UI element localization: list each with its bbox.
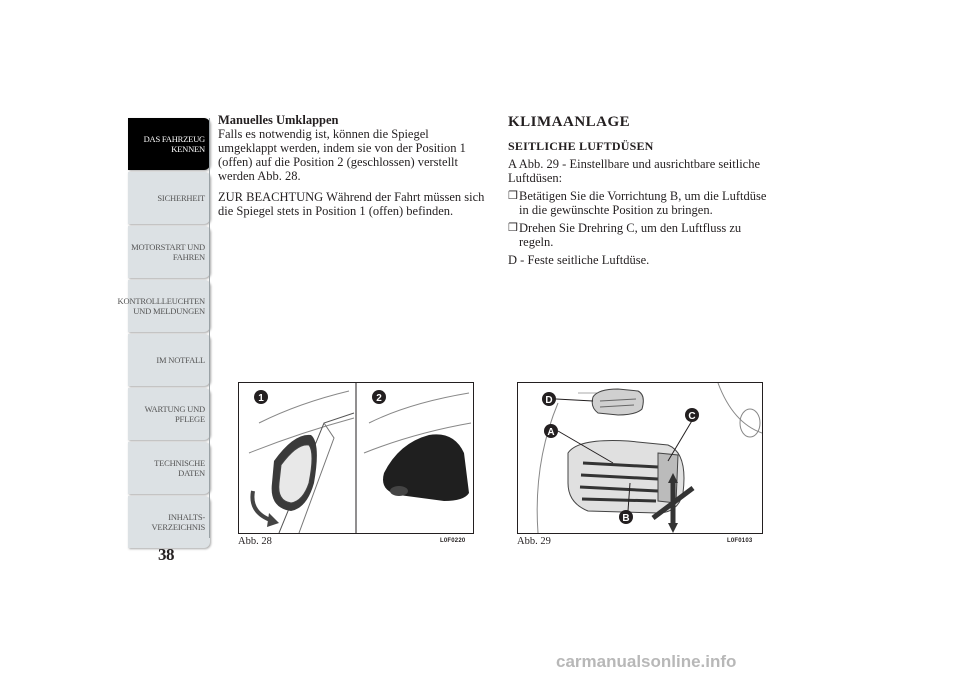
tab-kontrollleuchten[interactable] <box>117 280 210 332</box>
section-title: KLIMAANLAGE <box>508 114 631 130</box>
section-heading: Manuelles Umklappen <box>218 113 339 127</box>
paragraph-note: ZUR BEACHTUNG Während der Fahrt müssen sich die Spiegel stets in Position 1 (offen) befinden. <box>218 190 485 218</box>
list-item-text: Drehen Sie Drehring C, um den Luftfluss zu regeln. <box>519 221 742 249</box>
list-item <box>508 189 770 217</box>
checkbox-bullet-icon: ❒ <box>508 222 518 234</box>
figure-label-d: D <box>545 395 553 406</box>
mirror-illustration <box>239 383 473 533</box>
tab-label: KONTROLLLEUCHTEN UND MELDUNGEN <box>117 296 205 316</box>
page-number: 38 <box>158 545 174 564</box>
sidebar-divider <box>209 118 210 538</box>
tab-label: WARTUNG UND PFLEGE <box>144 404 205 424</box>
paragraph: Falls es notwendig ist, können die Spiegel umgeklappt werden, indem sie von der Position 1 (offen) auf die Position 2 (geschlossen) verstellt werden Abb. 28. <box>218 127 466 183</box>
tab-wartung-und-pflege[interactable] <box>128 388 210 440</box>
figure-label-b: B <box>622 513 630 524</box>
left-column <box>218 113 486 225</box>
tab-technische-daten[interactable] <box>128 442 210 494</box>
tab-label: INHALTS- VERZEICHNIS <box>151 512 205 532</box>
figure-code: L0F0220 <box>440 538 466 544</box>
checkbox-bullet-icon: ❒ <box>508 190 518 202</box>
list-item <box>508 221 770 249</box>
tab-label: MOTORSTART UND FAHREN <box>131 242 205 262</box>
air-vent-illustration <box>518 383 762 533</box>
right-column <box>508 113 770 274</box>
figure-caption: Abb. 29 <box>517 536 551 547</box>
tab-label: IM NOTFALL <box>156 355 205 365</box>
tab-label: SICHERHEIT <box>157 193 205 203</box>
tab-im-notfall[interactable] <box>128 334 210 386</box>
figure-label-c: C <box>688 411 696 422</box>
figure-mirror-fold <box>238 382 474 534</box>
figure-caption: Abb. 28 <box>238 536 272 547</box>
figure-code: L0F0103 <box>727 538 753 544</box>
figure-label-a: A <box>547 427 555 438</box>
figure-label-2: 2 <box>376 393 382 404</box>
figure-air-vents <box>517 382 763 534</box>
paragraph: A Abb. 29 - Einstellbare und ausrichtbare seitliche Luftdüsen: <box>508 157 761 185</box>
tab-das-fahrzeug-kennen[interactable] <box>128 118 210 170</box>
figure-label-1: 1 <box>258 393 264 404</box>
tab-label: TECHNISCHE DATEN <box>154 458 205 478</box>
paragraph: D - Feste seitliche Luftdüse. <box>508 253 650 267</box>
list-item-text: Betätigen Sie die Vorrichtung B, um die Luftdüse in die gewünschte Position zu bringen. <box>519 189 767 217</box>
tab-sicherheit[interactable] <box>128 172 210 224</box>
tab-motorstart-und-fahren[interactable] <box>128 226 210 278</box>
watermark: carmanualsonline.info <box>556 652 737 671</box>
tab-inhaltsverzeichnis[interactable] <box>128 496 210 548</box>
section-subtitle: SEITLICHE LUFTDÜSEN <box>508 139 654 153</box>
tab-label: DAS FAHRZEUG KENNEN <box>143 134 205 154</box>
